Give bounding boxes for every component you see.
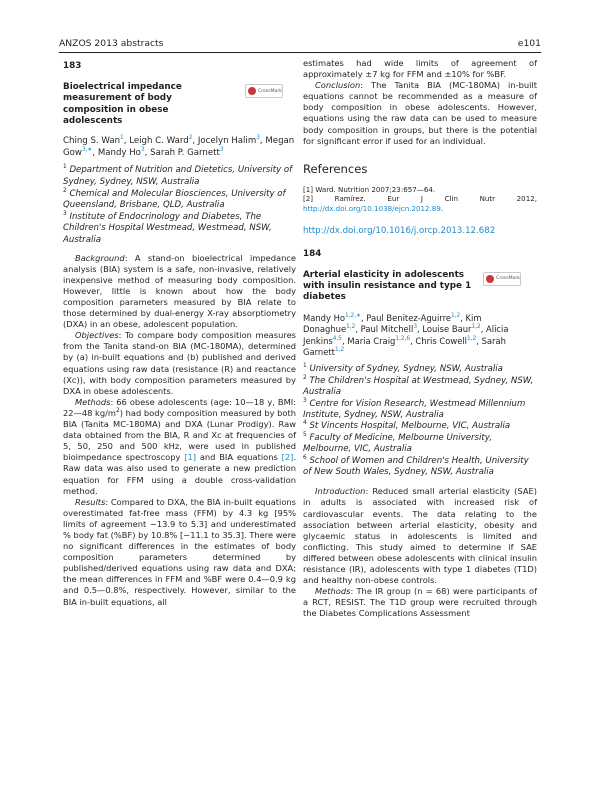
reference-list [303, 185, 537, 214]
author-name: Ching S. Wan [63, 136, 121, 147]
affiliation-item: $^2$ Chemical and Molecular Biosciences, University of Queensland, Brisbane, QLD, Australia [63, 187, 286, 211]
methods-paragraph: Methods: The IR group (n = 68) were participants of a RCT, RESIST. The T1D group were recruited through the Diabetes Complications Assessment [303, 586, 537, 619]
introduction-paragraph: Introduction: Reduced small arterial elasticity (SAE) in adults is associated with increased risk of cardiovascular events. The data relating to the association between arterial elasticity, obesity and glycaemic status in adolescents is limited and conflicting. This study aimed to determine if SAE differed between obese adolescents with clinical insulin resistance (IR), adolescents with type 1 diabetes (T1D) and healthy non-obese controls. [303, 486, 537, 586]
affiliation-item: $^2$ The Children's Hospital at Westmead, Sydney, NSW, Australia [303, 374, 534, 398]
reference-item: [2] Ramírez. Eur J Clin Nutr 2012, http://dx.doi.org/10.1038/ejcn.2012.89. [303, 194, 537, 214]
objectives-paragraph: Objectives: To compare body composition measures from the Tanita stand-on BIA (MC-180MA), determined by (a) in-built equations and (b) published and derived equations using raw data (resistance (R) and reactance (Xc)), with body composition parameters measured by DXA in obese adolescents. [63, 330, 296, 396]
author-affiliation-marker[interactable]: 3 [413, 324, 418, 331]
author-affiliation-marker[interactable]: 1,2 [450, 312, 461, 319]
methods-paragraph: Methods: 66 obese adolescents (age: 10—18 y, BMI: 22—48 $kg/m^2$) had body composition measured by both BIA (Tanita MC-180MA) and DXA (Lunar Prodigy). Raw data obtained from the BIA, R and Xc at frequencies of 5, 50, 250 and 500 kHz, were used in published bioimpedance spectroscopy [1] and BIA equations [2]. Raw data was also used to generate a new prediction equation for FFM using a double cross-validation method. [63, 396, 297, 496]
abstract-number: 184 [303, 248, 322, 259]
abstract-number: 183 [63, 61, 82, 71]
author-list: Mandy $Ho^{1,2,∗}$, Paul Benitez-Aguirre$^{1,2}$, Kim Donaghue$^{1,2}$, Paul Mitchell$^3$, Louise Baur$^{1,2}$, Alicia Jenkins$^{4,5}$, Maria Craig$^{1,2,6}$, Chris Cowell$^{1,2}$, Sarah Garnett$^{1,2}$ [303, 312, 509, 357]
references-heading: References [303, 161, 368, 176]
author-affiliation-marker[interactable]: 1,2 [467, 335, 477, 342]
author-name: Leigh C. Ward [129, 136, 189, 147]
author-name: Louise Baur [422, 324, 472, 335]
affiliation-item: $^1$ Department of Nutrition and Dietetics, University of Sydney, Sydney, NSW, Australia [63, 164, 293, 188]
author-name: Mandy Ho [303, 312, 346, 323]
author-name: Sarah P. Garnett [150, 147, 220, 158]
affiliation-item: $^3$ Centre for Vision Research, Westmead Millennium Institute, Sydney, NSW, Australia [303, 397, 526, 420]
author-affiliation-marker[interactable]: 4,5 [332, 335, 343, 342]
article-doi-link[interactable]: http://dx.doi.org/10.1016/j.orcp.2013.12.682 [303, 225, 496, 236]
affiliation-list [303, 364, 537, 478]
affiliation-item: $^4$ St Vincents Hospital, Melbourne, VIC, Australia [303, 420, 511, 432]
left-column [63, 58, 296, 608]
author-name: Alicia Jenkins [303, 324, 509, 346]
author-name: Maria Craig [347, 335, 396, 346]
author-affiliation-marker[interactable]: 1,2,∗ [345, 312, 361, 319]
author-affiliation-marker[interactable]: 3,∗ [81, 146, 93, 153]
author-name: Chris Cowell [415, 335, 468, 346]
crossmark-dot-icon [486, 275, 494, 283]
abstract-body [63, 253, 296, 608]
author-affiliation-marker[interactable]: 3 [140, 146, 145, 153]
affiliation-item: $^6$ School of Women and Children's Health, University of New South Wales, Sydney, NSW, Australia [303, 454, 529, 477]
author-affiliation-marker[interactable]: 3 [219, 146, 224, 153]
author-list: Ching S. Wan$^1$, Leigh C. Ward$^2$, Jocelyn Halim$^3$, Megan Gow$^{3,∗}$, Mandy Ho$^3$, Sarah P. Garnett$^3$ [63, 135, 295, 158]
journal-name: ANZOS 2013 abstracts [59, 38, 164, 49]
author-name: Paul Benitez-Aguirre [366, 312, 451, 323]
reference-link-1[interactable]: [1] [184, 452, 197, 463]
affiliation-list [63, 165, 296, 246]
affiliation-item: $^3$ Institute of Endocrinology and Diabetes, The Children's Hospital Westmead, Westmead, NSW, Australia [63, 210, 272, 246]
author-name: Megan Gow [63, 136, 295, 158]
author-name: Sarah Garnett [303, 335, 506, 357]
running-header [59, 38, 541, 52]
abstract-title: Arterial elasticity in adolescents with insulin resistance and type 1 diabetes [303, 269, 472, 303]
author-affiliation-marker[interactable]: 1 [120, 135, 124, 142]
header-rule [59, 52, 541, 53]
abstract-title: Bioelectrical impedance measurement of body composition in obese adolescents [63, 82, 182, 126]
crossmark-dot-icon [248, 87, 256, 95]
author-affiliation-marker[interactable]: 2 [188, 135, 193, 142]
author-name: Mandy Ho [97, 147, 141, 158]
crossmark-icon[interactable]: CrossMark [245, 84, 283, 98]
reference-doi-link[interactable]: http://dx.doi.org/10.1038/ejcn.2012.89 [303, 204, 441, 214]
author-affiliation-marker[interactable]: 3 [256, 135, 260, 142]
author-affiliation-marker[interactable]: 1,2 [334, 346, 345, 353]
page-number: e101 [517, 38, 541, 49]
crossmark-icon[interactable]: CrossMark [483, 272, 521, 286]
affiliation-item: $^1$ University of Sydney, Sydney, NSW, Australia [303, 363, 503, 375]
background-paragraph: Background: A stand-on bioelectrical impedance analysis (BIA) system is a safe, non-invasive, relatively inexpensive method of measuring body composition. However, little is known about how the body composition parameters measured by BIA relate to those determined by dual-energy X-ray absorptiometry (DXA) in an obese, adolescent population. [63, 252, 296, 330]
abstract-body-continued [303, 58, 537, 147]
right-column [303, 58, 537, 620]
conclusion-paragraph: Conclusion: The Tanita BIA (MC-180MA) in-built equations cannot be recommended as a measure of body composition in obese adolescents. However, equations using the raw data can be used to measure body composition in groups, but there is the potential for significant error if used for an individual. [303, 80, 537, 146]
author-name: Jocelyn Halim [197, 136, 257, 147]
author-name: Paul Mitchell [360, 324, 414, 335]
author-affiliation-marker[interactable]: 1,2 [346, 324, 356, 331]
reference-link-2[interactable]: [2] [281, 452, 294, 463]
results-continued: estimates had wide limits of agreement of approximately ±7 kg for FFM and ±10% for %BF. [303, 58, 537, 80]
author-affiliation-marker[interactable]: 1,2 [471, 324, 481, 331]
author-affiliation-marker[interactable]: 1,2,6 [395, 335, 411, 342]
reference-item: [1] Ward. Nutrition 2007;23:657—64. [303, 184, 436, 194]
author-name: Kim Donaghue [303, 312, 482, 335]
abstract-body [303, 486, 537, 619]
results-paragraph: Results: Compared to DXA, the BIA in-built equations overestimated fat-free mass (FFM) by 4.3 kg [95% limits of agreement −13.9 to 5.3] and underestimated % body fat (%BF) by 10.8% [−11.1 to 35.3]. There were no significant differences in the estimates of body composition parameters determined by published/derived equations using raw data and DXA; the mean differences in FFM and %BF were 0.4—0.9 kg and 0.5—0.8%, respectively. However, similar to the BIA in-built equations, all [63, 496, 296, 607]
affiliation-item: $^5$ Faculty of Medicine, Melbourne University, Melbourne, VIC, Australia [303, 431, 492, 455]
